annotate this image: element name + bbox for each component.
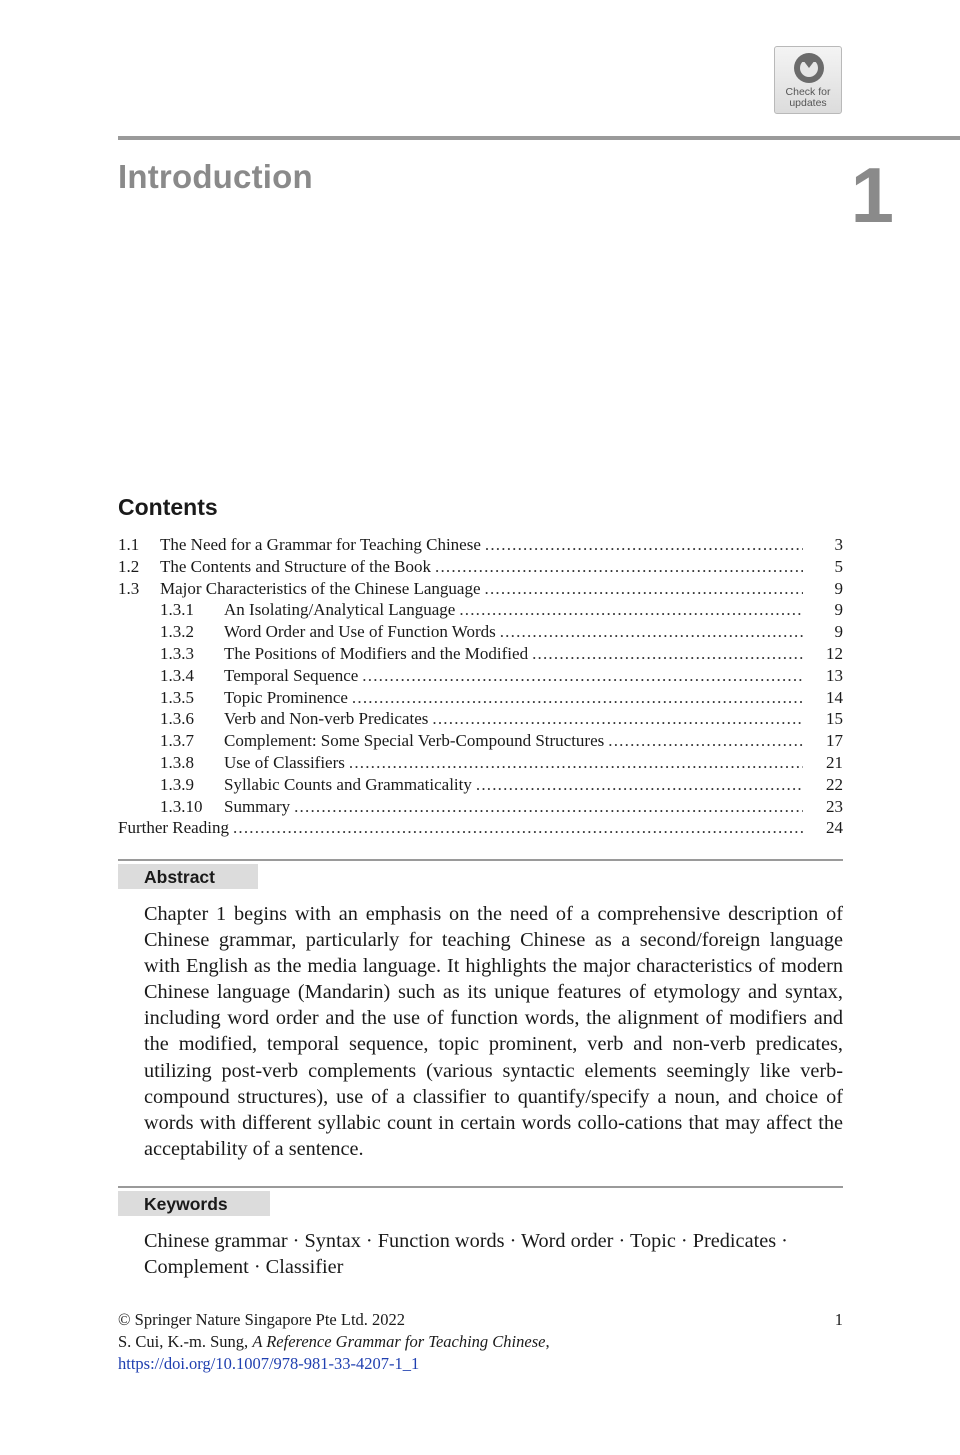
toc-number: 1.3.6 <box>160 709 194 729</box>
toc-title: The Contents and Structure of the Book <box>160 556 432 576</box>
toc-leader <box>349 752 803 774</box>
toc-entry[interactable] <box>118 752 843 774</box>
toc-leader <box>500 621 803 643</box>
toc-title: Use of Classifiers <box>224 752 345 772</box>
toc-number: 1.3.7 <box>160 731 194 751</box>
copyright-line: © Springer Nature Singapore Pte Ltd. 2022 <box>118 1310 406 1329</box>
toc-entry[interactable] <box>118 621 843 643</box>
toc-leader <box>362 665 803 687</box>
header-rule <box>118 136 960 140</box>
citation-line <box>118 1331 843 1353</box>
chapter-number: 1 <box>850 151 894 239</box>
badge-label: Check for updates <box>785 86 831 109</box>
toc-number: 1.3 <box>118 578 140 598</box>
toc-number: 1.2 <box>118 556 140 576</box>
toc-title: Word Order and Use of Function Words <box>224 622 496 642</box>
toc-page: 9 <box>834 622 843 642</box>
toc-entry[interactable] <box>118 534 843 556</box>
toc-title: The Positions of Modifiers and the Modified <box>224 643 529 663</box>
toc-leader <box>476 774 803 796</box>
toc-number: 1.3.2 <box>160 622 194 642</box>
footer <box>118 1309 843 1375</box>
toc-number: 1.1 <box>118 535 140 554</box>
toc-number: 1.3.5 <box>160 687 194 707</box>
toc-leader <box>294 796 803 818</box>
toc-page: 17 <box>826 731 843 751</box>
toc-page: 23 <box>826 796 843 816</box>
toc-title: Major Characteristics of the Chinese Language <box>160 578 481 598</box>
toc-leader <box>432 708 803 730</box>
toc-leader <box>233 817 803 839</box>
abstract-label: Abstract <box>118 864 258 889</box>
toc-leader <box>608 730 803 752</box>
toc-number: 1.3.8 <box>160 752 194 772</box>
toc-entry[interactable] <box>118 708 843 730</box>
toc-leader <box>532 643 803 665</box>
toc-title: Complement: Some Special Verb-Compound Structures <box>224 731 605 751</box>
citation-comma: , <box>545 1332 550 1351</box>
toc-entry-further-reading[interactable] <box>118 817 843 839</box>
page-number: 1 <box>834 1310 843 1329</box>
toc-number: 1.3.3 <box>160 643 194 663</box>
toc-title: The Need for a Grammar for Teaching Chinese <box>160 535 481 554</box>
toc-entry[interactable] <box>118 665 843 687</box>
toc-page: 5 <box>834 556 843 576</box>
toc-title: An Isolating/Analytical Language <box>224 600 456 620</box>
toc-leader <box>435 556 803 578</box>
toc-number: 1.3.1 <box>160 600 194 620</box>
toc-title: Topic Prominence <box>224 687 348 707</box>
toc-entry[interactable] <box>118 599 843 621</box>
toc-page: 14 <box>826 687 843 707</box>
toc-leader <box>485 534 803 556</box>
book-title: A Reference Grammar for Teaching Chinese <box>252 1332 546 1351</box>
toc-entry[interactable] <box>118 730 843 752</box>
toc-leader <box>459 599 803 621</box>
toc-number: 1.3.4 <box>160 665 194 685</box>
contents-heading: Contents <box>118 494 218 520</box>
toc-title: Summary <box>224 796 291 816</box>
toc-title: Verb and Non-verb Predicates <box>224 709 429 729</box>
toc-title: Syllabic Counts and Grammaticality <box>224 774 472 794</box>
toc-entry[interactable] <box>118 796 843 818</box>
toc-title: Further Reading <box>118 818 229 838</box>
toc-page: 9 <box>834 600 843 620</box>
toc-page: 15 <box>826 709 843 729</box>
abstract-text: Chapter 1 begins with an emphasis on the need of a comprehensive description of Chinese grammar, particularly for teaching Chinese as a second/foreign language with English as the media language. It highlights the major characteristics of modern Chinese language (Mandarin) such as its unique features of etymology and syntax, including word order and the use of function words, the alignment of modifiers and the modified, temporal sequence, topic prominent, verb and non-verb predicates, utilizing post-verb complements (various syntactic elements seemingly like verb-compound structures), use of a classifier to quantify/specify a noun, and choice of words with different syllabic count in certain words collo-cations that may affect the acceptability of a sentence. <box>144 903 843 1160</box>
toc-page: 21 <box>826 752 843 772</box>
toc-page: 12 <box>826 643 843 663</box>
keywords-rule <box>118 1186 843 1188</box>
toc-number: 1.3.9 <box>160 774 194 794</box>
toc-entry[interactable] <box>118 643 843 665</box>
toc-leader <box>352 687 803 709</box>
keywords-label: Keywords <box>118 1191 270 1216</box>
check-updates-icon <box>792 51 826 85</box>
keywords-text: Chinese grammar · Syntax · Function words · Word order · Topic · Predicates · Complement · Classifier <box>144 1230 788 1279</box>
toc-entry[interactable] <box>118 578 843 600</box>
toc-entry[interactable] <box>118 774 843 796</box>
chapter-title: Introduction <box>118 158 313 195</box>
toc-page: 13 <box>826 665 843 685</box>
table-of-contents <box>118 534 843 839</box>
toc-entry[interactable] <box>118 556 843 578</box>
toc-page: 3 <box>834 535 843 554</box>
doi-link[interactable]: https://doi.org/10.1007/978-981-33-4207-1_1 <box>118 1354 420 1373</box>
check-for-updates-badge[interactable] <box>774 46 842 114</box>
toc-number: 1.3.10 <box>160 796 203 816</box>
abstract-rule <box>118 859 843 861</box>
toc-entry[interactable] <box>118 687 843 709</box>
authors: S. Cui, K.-m. Sung, <box>118 1332 253 1351</box>
toc-page: 22 <box>826 774 843 794</box>
toc-page: 24 <box>826 818 843 838</box>
toc-leader <box>485 578 803 600</box>
toc-title: Temporal Sequence <box>224 665 359 685</box>
toc-page: 9 <box>834 578 843 598</box>
